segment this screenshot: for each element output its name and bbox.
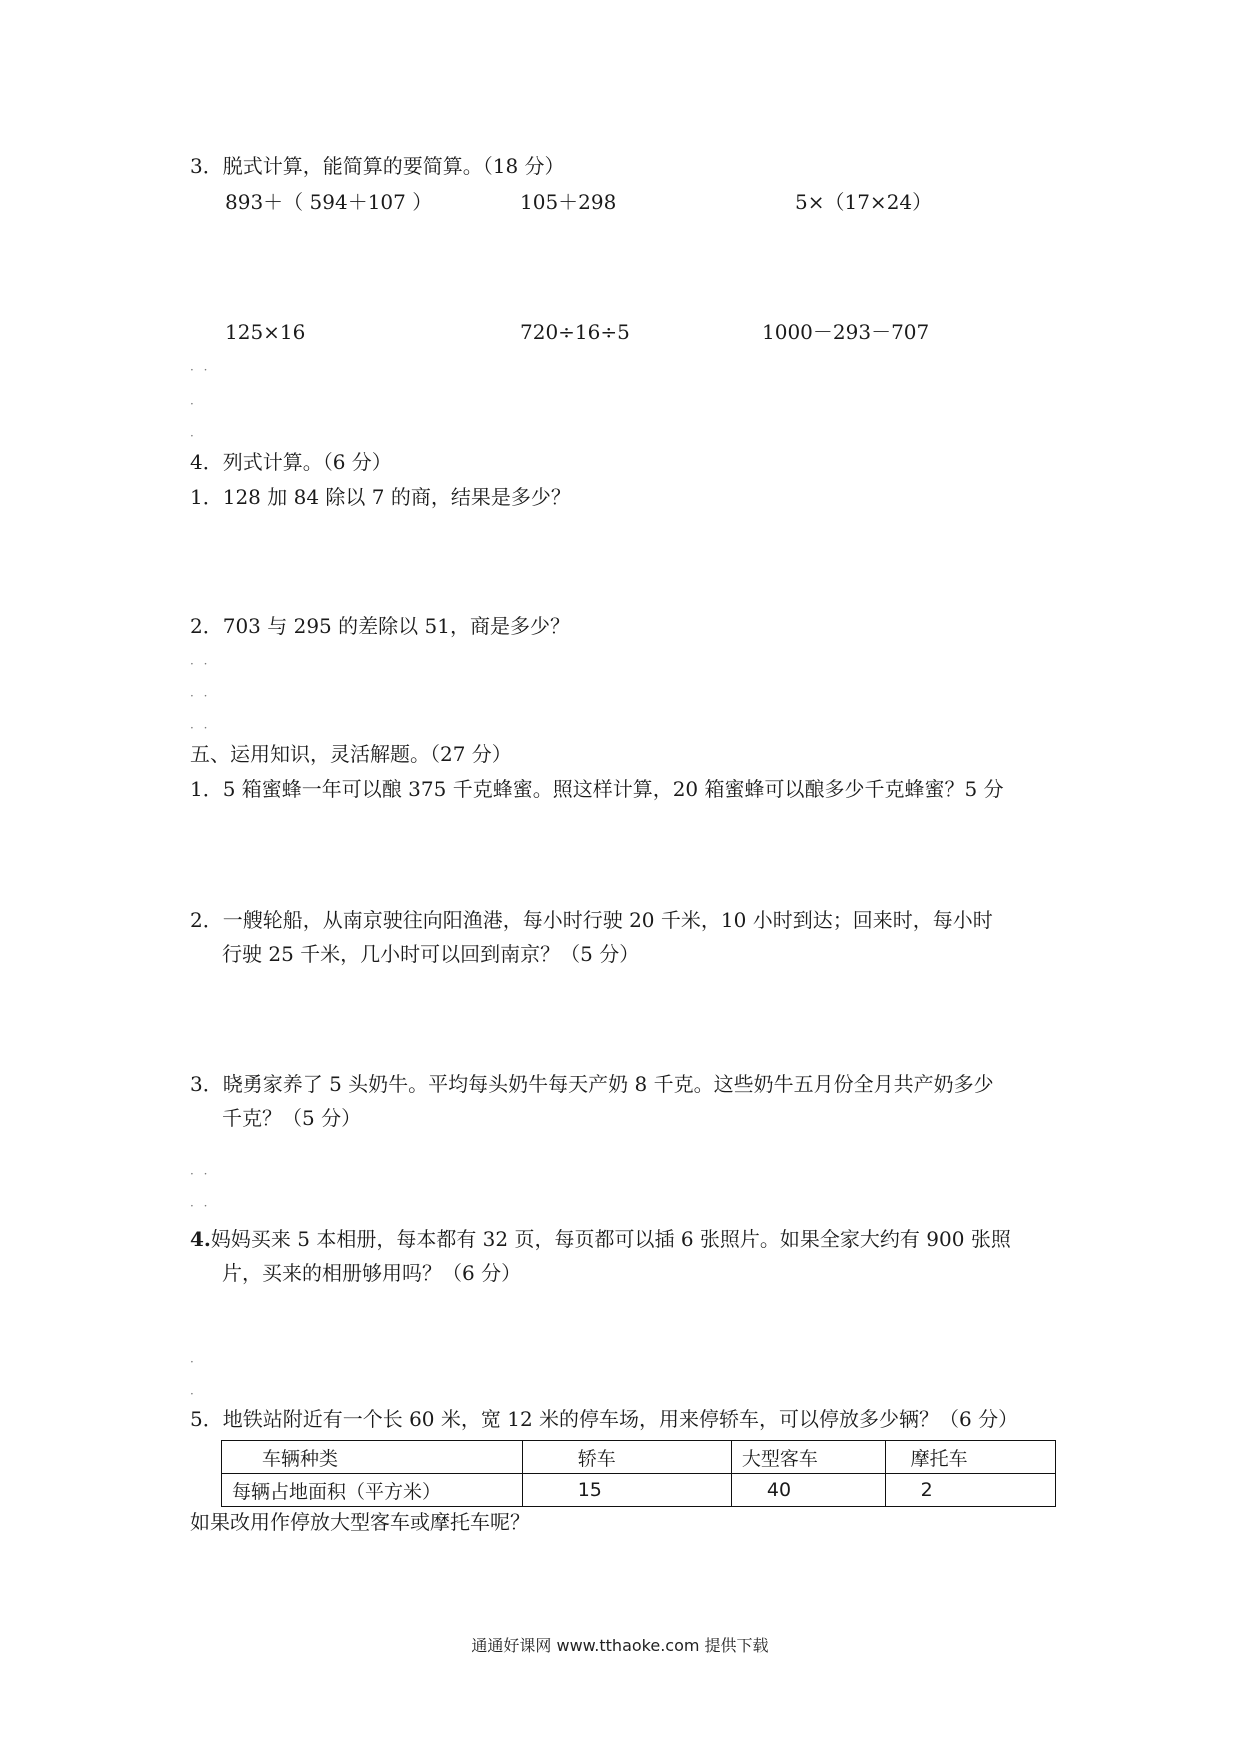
q4-text: 妈妈买来 5 本相册，每本都有 32 页，每页都可以插 6 张照片。如果全家大约有 900 张照 [210,1227,1011,1251]
table-cell: 40 [731,1474,885,1507]
scan-dots: · · [190,1167,211,1181]
scan-dots: · [190,1355,197,1369]
scan-dots: · · [190,721,211,735]
section5-q1: 1．5 箱蜜蜂一年可以酿 375 千克蜂蜜。照这样计算，20 箱蜜蜂可以酿多少千克蜂蜜？5 分 [190,777,1004,801]
section5-q3-line1: 3．晓勇家养了 5 头奶牛。平均每头奶牛每天产奶 8 千克。这些奶牛五月份全月共产奶多少 [190,1072,994,1096]
section5-title: 五、运用知识，灵活解题。（27 分） [190,742,512,766]
section5-q2-line2: 行驶 25 千米，几小时可以回到南京？（5 分） [222,942,640,966]
table-row [222,1474,1056,1507]
section5-q5-line1: 5．地铁站附近有一个长 60 米，宽 12 米的停车场，用来停轿车，可以停放多少辆？（6 分） [190,1407,1019,1431]
scan-dots: · [190,429,197,443]
section3-title: 3．脱式计算，能简算的要简算。（18 分） [190,154,565,178]
section4-q2: 2．703 与 295 的差除以 51，商是多少？ [190,614,570,638]
scan-dots: · [190,1387,197,1401]
section4-q1: 1．128 加 84 除以 7 的商，结果是多少？ [190,485,571,509]
q4-number: 4. [190,1227,211,1251]
scan-dots: · · [190,689,211,703]
scan-dots: · · [190,1199,211,1213]
section5-q3-line2: 千克？（5 分） [222,1106,362,1130]
table-cell: 15 [522,1474,731,1507]
expr-1: 893＋（ 594＋107 ） [225,190,433,214]
scan-dots: · · [190,657,211,671]
section4-title: 4．列式计算。（6 分） [190,450,392,474]
table-header-cell: 大型客车 [731,1441,885,1474]
page-footer: 通通好课网 www.tthaoke.com 提供下载 [471,1636,769,1655]
table-header-cell: 车辆种类 [222,1441,523,1474]
table-cell: 2 [885,1474,1055,1507]
table-cell: 每辆占地面积（平方米） [222,1474,523,1507]
section5-q2-line1: 2．一艘轮船，从南京驶往向阳渔港，每小时行驶 20 千米，10 小时到达；回来时，每小时 [190,908,993,932]
table-header-row [222,1441,1056,1474]
table-header-cell: 轿车 [522,1441,731,1474]
scan-dots: · · [190,363,211,377]
section5-q4-line1 [190,1225,1011,1253]
table-header-cell: 摩托车 [885,1441,1055,1474]
expr-6: 1000－293－707 [762,320,930,344]
expr-3: 5×（17×24） [795,190,933,214]
expr-4: 125×16 [225,320,306,344]
section5-q5-followup: 如果改用作停放大型客车或摩托车呢？ [190,1510,530,1534]
section5-q4-line2: 片，买来的相册够用吗？（6 分） [222,1261,522,1285]
expr-2: 105＋298 [520,190,617,214]
expr-5: 720÷16÷5 [520,320,630,344]
vehicle-area-table [221,1440,1056,1507]
scan-dots: · [190,397,197,411]
